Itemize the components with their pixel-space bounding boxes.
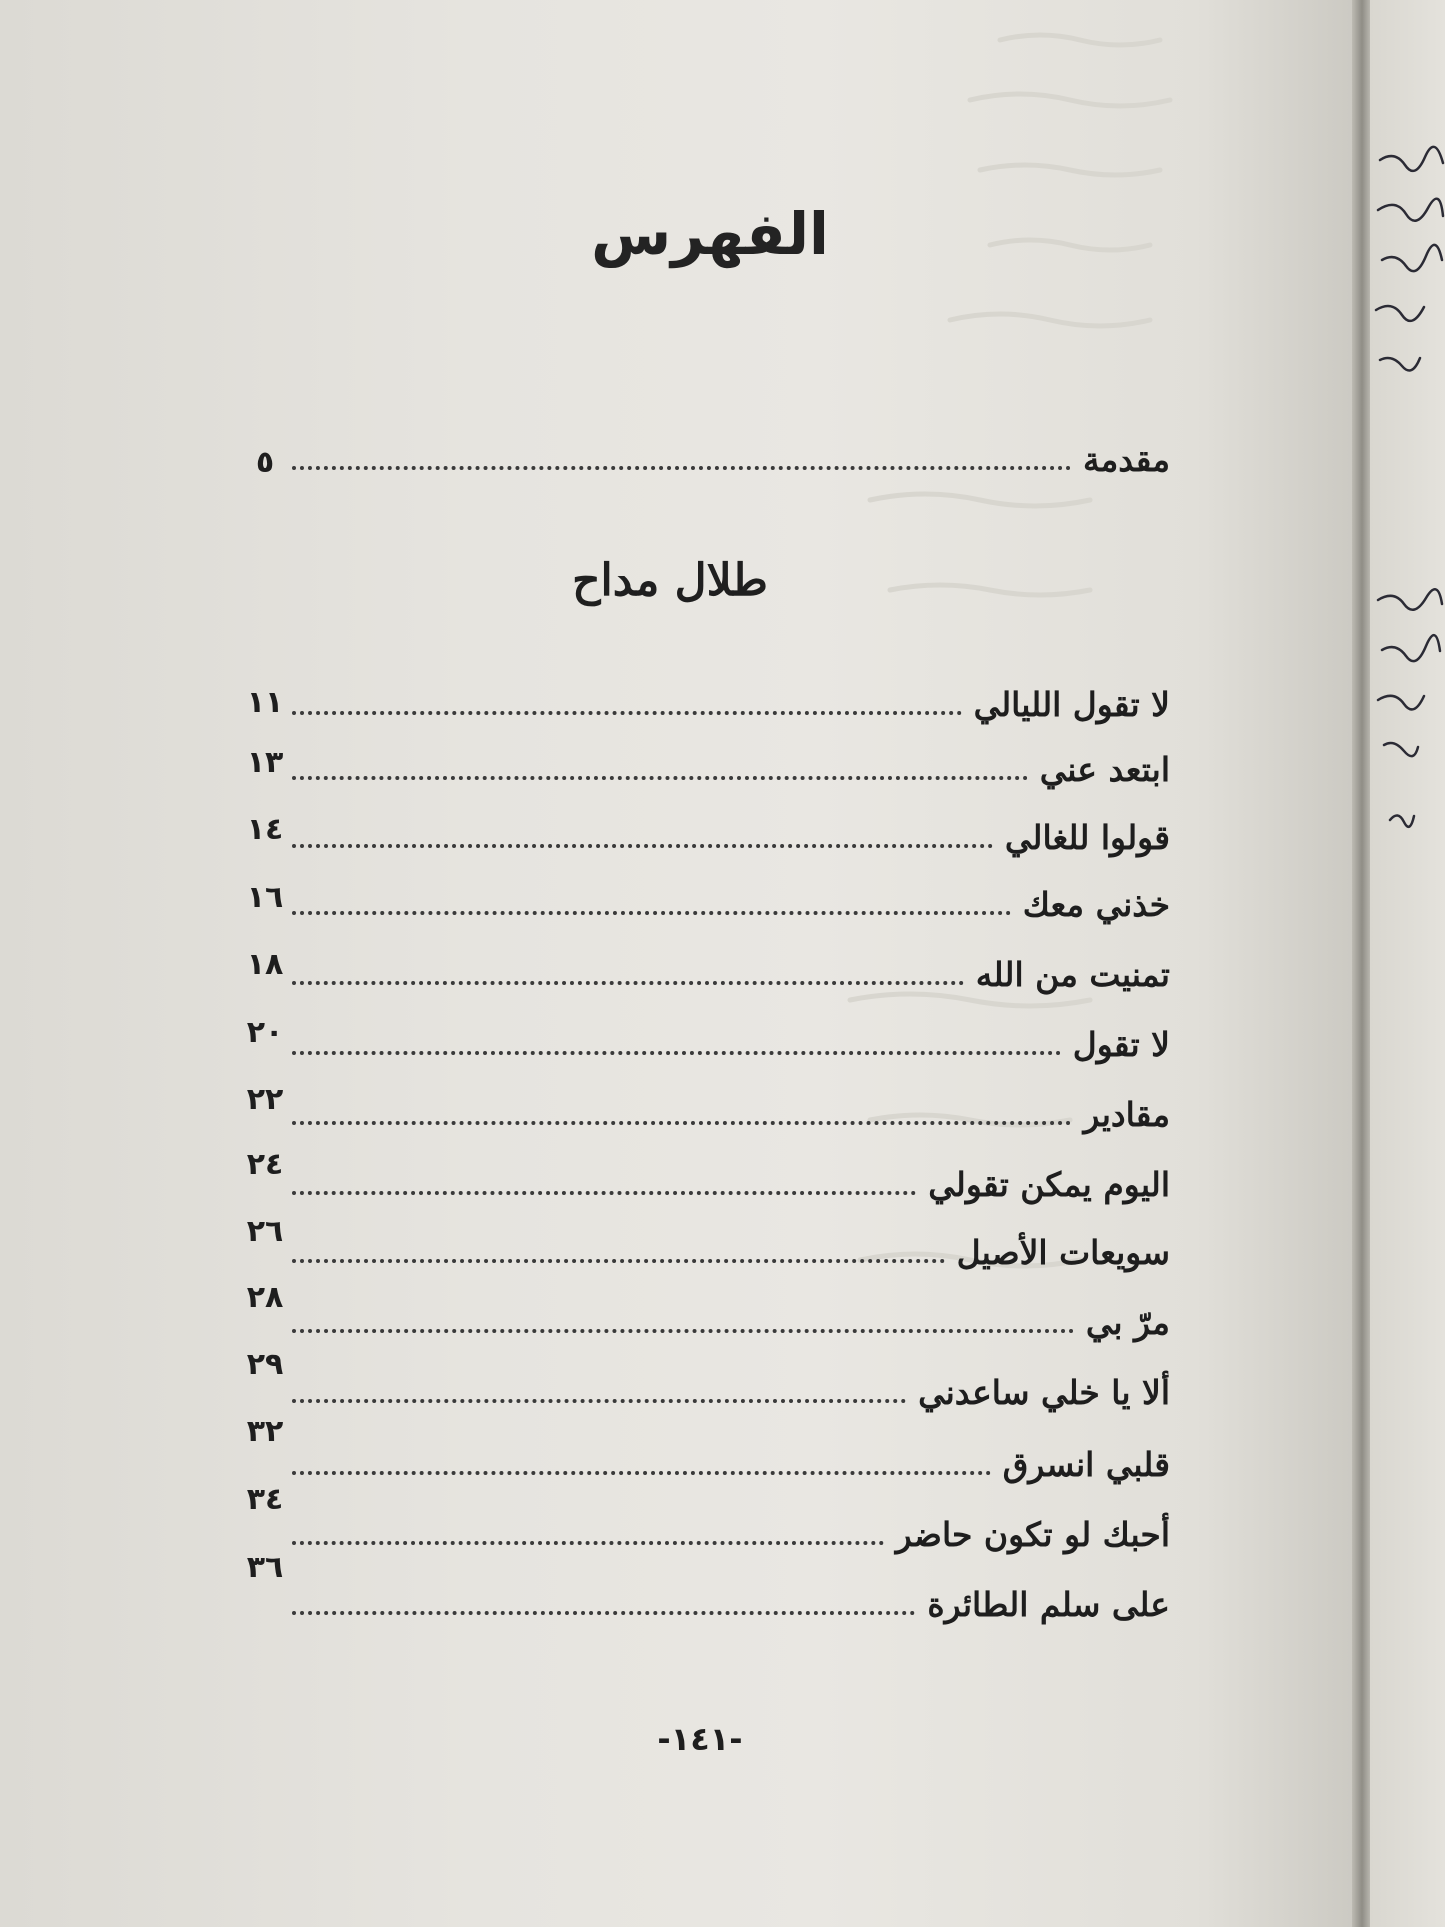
toc-entry-page-number: ١٤ xyxy=(246,812,284,847)
dot-leader xyxy=(292,711,962,715)
dot-leader xyxy=(292,1051,1061,1055)
toc-entry-page-number: ٢٨ xyxy=(246,1280,284,1315)
toc-entry xyxy=(270,730,1170,789)
toc-entry-label: خذني معك xyxy=(1022,885,1170,924)
dot-leader xyxy=(292,466,1071,470)
section-heading: طلال مداح xyxy=(572,555,768,606)
dot-leader xyxy=(292,1611,915,1615)
toc-entry-label: مرّ بي xyxy=(1085,1303,1170,1342)
toc-entry-page-number: ١٣ xyxy=(246,745,284,780)
dot-leader xyxy=(292,776,1028,780)
toc-entry-page-number: ١١ xyxy=(246,685,284,720)
toc-entry xyxy=(270,935,1170,994)
toc-entry-label: قلبي انسرق xyxy=(1002,1445,1170,1484)
dot-leader xyxy=(292,1399,906,1403)
toc-entry-page-number: ٢٠ xyxy=(246,1015,284,1050)
toc-entry-page-number: ٢٩ xyxy=(246,1347,284,1382)
book-gutter xyxy=(1352,0,1372,1927)
dot-leader xyxy=(292,1121,1071,1125)
toc-entry xyxy=(270,1145,1170,1204)
toc-entry xyxy=(270,1495,1170,1554)
toc-entry-page-number: ٥ xyxy=(255,445,275,480)
page-number: -١٤١- xyxy=(657,1720,743,1758)
toc-entry xyxy=(270,665,1170,724)
dot-leader xyxy=(292,1329,1074,1333)
toc-entry-label: لا تقول الليالي xyxy=(973,685,1170,724)
toc-entry-page-number: ٢٢ xyxy=(246,1082,284,1117)
toc-entry xyxy=(270,1075,1170,1134)
toc-entry-label: ابتعد عني xyxy=(1039,750,1170,789)
toc-entry-page-number: ٢٦ xyxy=(246,1214,284,1249)
toc-entry xyxy=(270,1283,1170,1342)
toc-entry-label: سويعات الأصيل xyxy=(956,1233,1170,1272)
toc-entry-label: مقدمة xyxy=(1082,440,1170,479)
toc-entry-page-number: ٣٢ xyxy=(246,1414,284,1449)
handwriting-marks xyxy=(1370,0,1445,1927)
toc-entry-label: اليوم يمكن تقولي xyxy=(928,1165,1170,1204)
dot-leader xyxy=(292,1259,945,1263)
toc-entry-label: أحبك لو تكون حاضر xyxy=(895,1515,1170,1554)
toc-entry-page-number: ٣٦ xyxy=(246,1550,284,1585)
toc-entry xyxy=(270,1425,1170,1484)
toc-entry-page-number: ١٦ xyxy=(246,880,284,915)
adjacent-page-edge xyxy=(1370,0,1445,1927)
dot-leader xyxy=(292,1471,991,1475)
toc-entry-page-number: ١٨ xyxy=(246,947,284,982)
toc-entry-label: على سلم الطائرة xyxy=(927,1585,1170,1624)
toc-entry-label: تمنيت من الله xyxy=(975,955,1170,994)
dot-leader xyxy=(292,981,964,985)
toc-entry-page-number: ٣٤ xyxy=(246,1482,284,1517)
toc-entry-label: ألا يا خلي ساعدني xyxy=(918,1373,1170,1412)
toc-entry xyxy=(270,1005,1170,1064)
toc-heading: الفهرس xyxy=(591,200,829,268)
toc-entry-label: مقادير xyxy=(1083,1095,1170,1134)
toc-entry xyxy=(270,798,1170,857)
toc-entry-intro xyxy=(270,420,1170,479)
toc-entry-label: لا تقول xyxy=(1072,1025,1170,1064)
toc-entry xyxy=(270,1565,1170,1624)
dot-leader xyxy=(292,844,993,848)
dot-leader xyxy=(292,911,1011,915)
toc-entry xyxy=(270,1353,1170,1412)
toc-entry-label: قولوا للغالي xyxy=(1004,818,1170,857)
dot-leader xyxy=(292,1541,884,1545)
toc-entry-page-number: ٢٤ xyxy=(246,1147,284,1182)
toc-entry xyxy=(270,865,1170,924)
dot-leader xyxy=(292,1191,916,1195)
toc-entry xyxy=(270,1213,1170,1272)
